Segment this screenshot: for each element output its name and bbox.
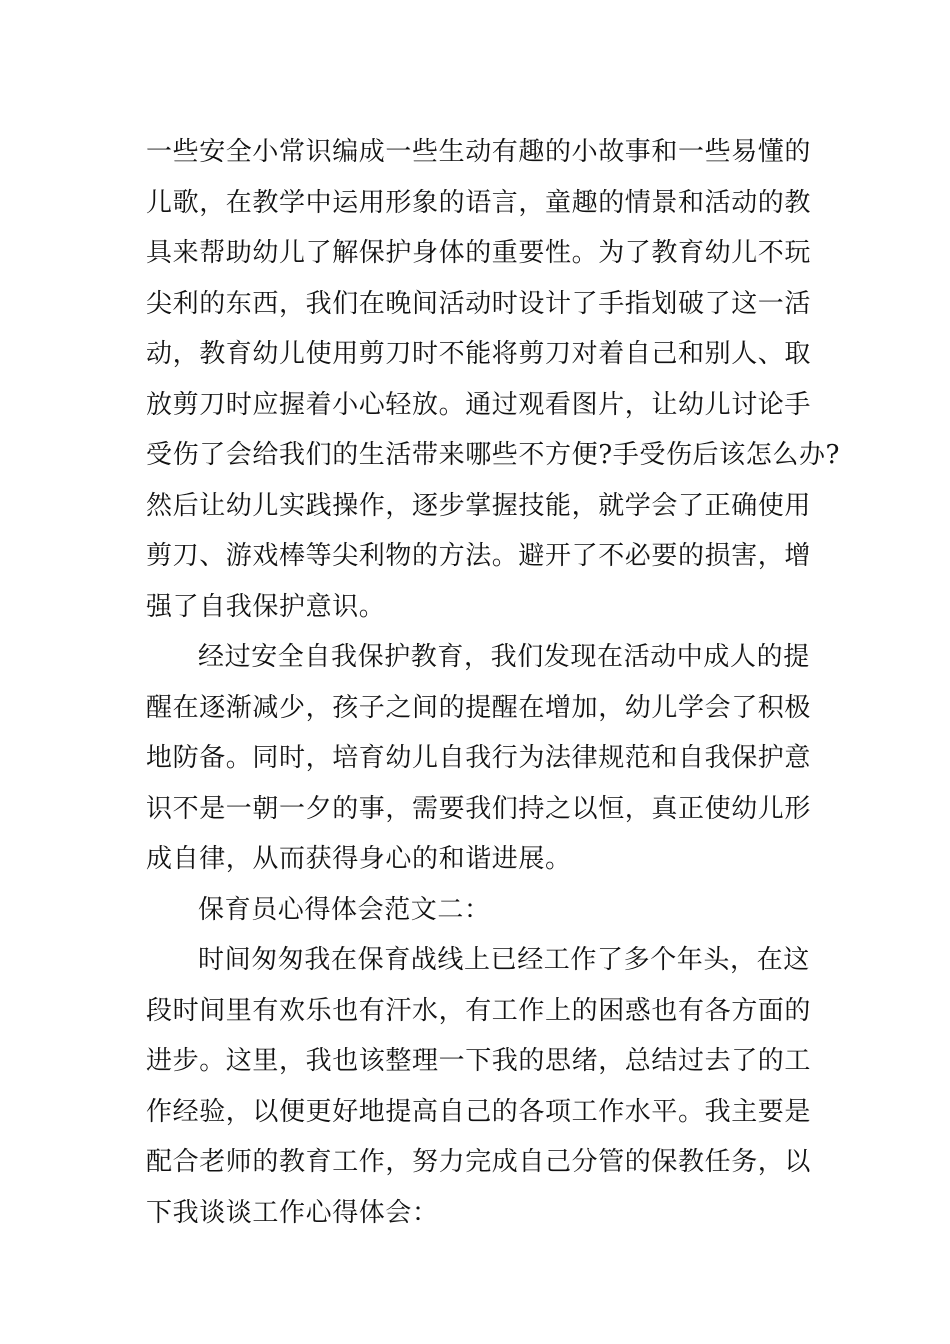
- text-line: 然后让幼儿实践操作，逐步掌握技能，就学会了正确使用: [146, 490, 812, 521]
- text-line: 成自律，从而获得身心的和谐进展。: [146, 844, 572, 874]
- text-line: 地防备。同时，培育幼儿自我行为法律规范和自我保护意: [146, 743, 812, 773]
- text-line: 具来帮助幼儿了解保护身体的重要性。为了教育幼儿不玩: [146, 238, 812, 268]
- text-line: 一些安全小常识编成一些生动有趣的小故事和一些易懂的: [146, 137, 812, 167]
- section-heading: 保育员心得体会范文二：: [198, 894, 491, 925]
- text-line: 放剪刀时应握着小心轻放。通过观看图片，让幼儿讨论手: [146, 389, 812, 420]
- text-line: 时间匆匆我在保育战线上已经工作了多个年头，在这: [198, 945, 810, 975]
- text-line: 受伤了会给我们的生活带来哪些不方便?手受伤后该怎么办?: [146, 440, 841, 470]
- text-line: 进步。这里，我也该整理一下我的思绪，总结过去了的工: [146, 1046, 812, 1076]
- text-line: 儿歌，在教学中运用形象的语言，童趣的情景和活动的教: [146, 187, 812, 218]
- text-line: 强了自我保护意识。: [146, 591, 386, 622]
- text-line: 作经验，以便更好地提高自己的各项工作水平。我主要是: [146, 1096, 812, 1127]
- text-line: 段时间里有欢乐也有汗水，有工作上的困惑也有各方面的: [146, 995, 812, 1026]
- text-line: 下我谈谈工作心得体会：: [146, 1197, 439, 1228]
- text-line: 尖利的东西，我们在晚间活动时设计了手指划破了这一活: [146, 288, 812, 319]
- document-body: [146, 127, 841, 1238]
- text-line: 剪刀、游戏棒等尖利物的方法。避开了不必要的损害，增: [146, 541, 812, 571]
- text-line: 配合老师的教育工作，努力完成自己分管的保教任务，以: [146, 1147, 812, 1177]
- text-line: 动，教育幼儿使用剪刀时不能将剪刀对着自己和别人、取: [146, 339, 812, 369]
- text-line: 识不是一朝一夕的事，需要我们持之以恒，真正使幼儿形: [146, 793, 812, 824]
- text-line: 醒在逐渐减少，孩子之间的提醒在增加，幼儿学会了积极: [146, 692, 812, 723]
- text-line: 经过安全自我保护教育，我们发现在活动中成人的提: [198, 642, 810, 672]
